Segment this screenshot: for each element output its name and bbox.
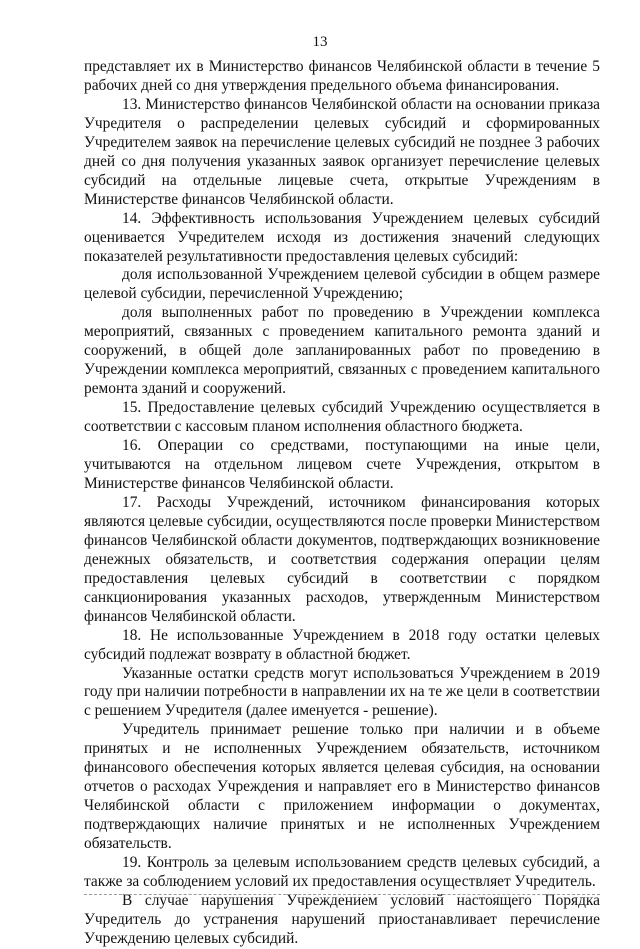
paragraph-19: 19. Контроль за целевым использованием средств целевых субсидий, а также за соблюдением условий их предоставления осуществляет Учредитель. xyxy=(84,854,600,890)
paragraph-17: 17. Расходы Учреждений, источником финансирования которых являются целевые субсидии, осуществляются после проверки Министерством финансов Челябинской области документов, подтверждающих возникновение денежных обязательств, и соответствия содержания операции целям предоставления целевых субсидий в соответствии с порядком санкционирования указанных расходов, утвержденным Министерством финансов Челябинской области. xyxy=(84,493,600,625)
paragraph-16: 16. Операции со средствами, поступающими на иные цели, учитываются на отдельном лицевом счете Учреждения, открытом в Министерстве финансов Челябинской области. xyxy=(84,437,600,492)
document-body xyxy=(84,58,600,949)
paragraph-18: 18. Не использованные Учреждением в 2018 году остатки целевых субсидий подлежат возврату в областной бюджет. xyxy=(84,626,600,663)
paragraph-13: 13. Министерство финансов Челябинской области на основании приказа Учредителя о распределении целевых субсидий и сформированных Учредителем заявок на перечисление целевых субсидий не позднее 3 рабочих дней со дня получения указанных заявок организует перечисление целевых субсидий на отдельные лицевые счета, открытые Учреждениям в Министерстве финансов Челябинской области. xyxy=(84,95,600,208)
bottom-divider xyxy=(84,894,600,895)
paragraph-18-decision: Учредитель принимает решение только при наличии и в объеме принятых и не исполненных Учреждением обязательств, источником финансового обеспечения которых является целевая субсидия, на основании отчетов о расходах Учреждения и направляет его в Министерство финансов Челябинской области с приложением информации о документах, подтверждающих наличие принятых и не исполненных Учреждением обязательств. xyxy=(84,721,600,853)
indicator-item-2: доля выполненных работ по проведению в Учреждении комплекса мероприятий, связанных с проведением капитального ремонта зданий и сооружений, в общей доле запланированных работ по проведению в Учреждении комплекса мероприятий, связанных с проведением капитального ремонта зданий и сооружений. xyxy=(84,304,600,398)
indicator-item-1: доля использованной Учреждением целевой субсидии в общем размере целевой субсидии, перечисленной Учреждению; xyxy=(84,266,600,303)
paragraph-14: 14. Эффективность использования Учреждением целевых субсидий оценивается Учредителем исходя из достижения значений следующих показателей результативности предоставления целевых субсидий: xyxy=(84,209,600,265)
paragraph-15: 15. Предоставление целевых субсидий Учреждению осуществляется в соответствии с кассовым планом исполнения областного бюджета. xyxy=(84,399,600,436)
paragraph-18-remainders: Указанные остатки средств могут использоваться Учреждением в 2019 году при наличии потребности в направлении их на те же цели в соответствии с решением Учредителя (далее именуется - решение). xyxy=(84,664,600,720)
page-number: 13 xyxy=(312,34,328,50)
paragraph-19-violation: В случае нарушения Учреждением условий настоящего Порядка Учредитель до устранения нарушений приостанавливает перечисление Учреждению целевых субсидий. xyxy=(84,891,600,947)
paragraph-continuation: представляет их в Министерство финансов Челябинской области в течение 5 рабочих дней со дня утверждения предельного объема финансирования. xyxy=(84,58,600,94)
